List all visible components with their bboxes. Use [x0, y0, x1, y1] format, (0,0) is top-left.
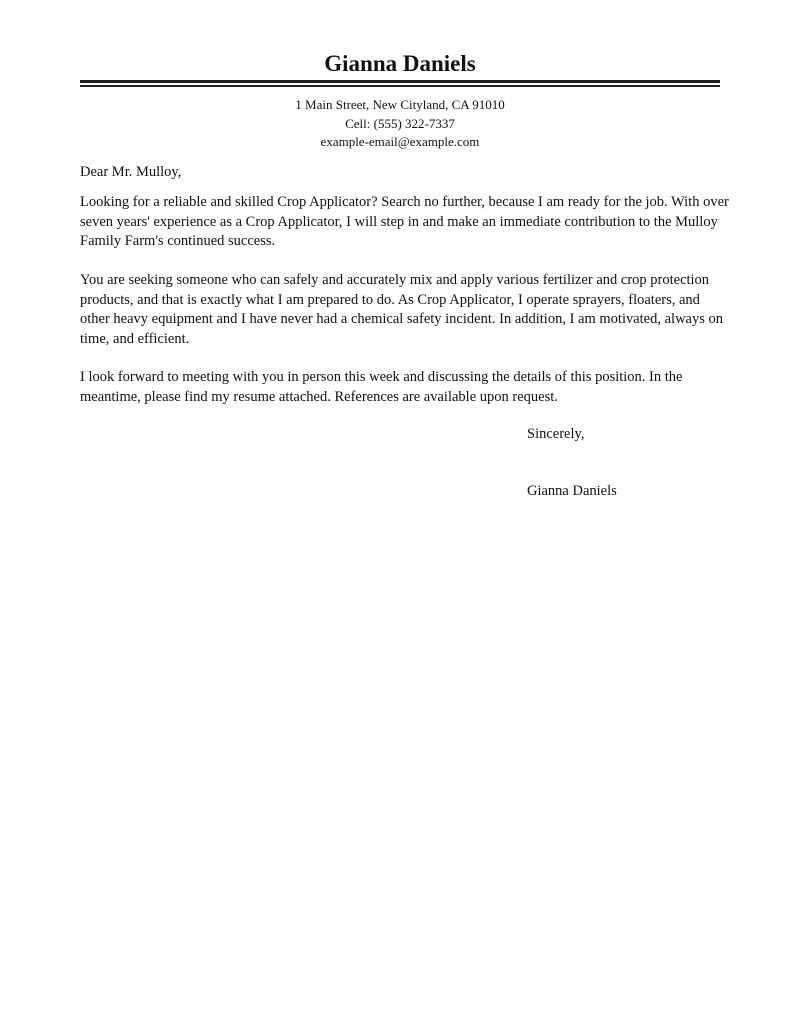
contact-info	[0, 96, 800, 152]
body-paragraph-3: I look forward to meeting with you in person this week and discussing the details of this position. In the meantime, please find my resume attached. References are available upon request.	[80, 369, 683, 405]
sender-name: Gianna Daniels	[324, 51, 476, 76]
body-paragraph-1: Looking for a reliable and skilled Crop Applicator? Search no further, because I am ready for the job. With over seven years' experience as a Crop Applicator, I will step in and make an immediate contribution to the Mulloy Family Farm's continued success.	[80, 194, 729, 250]
header-divider-bottom	[80, 85, 720, 87]
signature-name: Gianna Daniels	[527, 483, 617, 499]
address-line: 1 Main Street, New Cityland, CA 91010	[295, 97, 505, 112]
email-line: example-email@example.com	[320, 134, 480, 149]
phone-line: Cell: (555) 322-7337	[345, 115, 455, 131]
salutation: Dear Mr. Mulloy,	[80, 164, 182, 180]
header-divider-top	[80, 80, 720, 83]
body-paragraph-2: You are seeking someone who can safely and accurately mix and apply various fertilizer and crop protection products, and that is exactly what I am prepared to do. As Crop Applicator, I operate sprayers, floaters, and other heavy equipment and I have never had a chemical safety incident. In addition, I am motivated, always on time, and efficient.	[80, 272, 724, 347]
closing: Sincerely,	[527, 426, 585, 442]
